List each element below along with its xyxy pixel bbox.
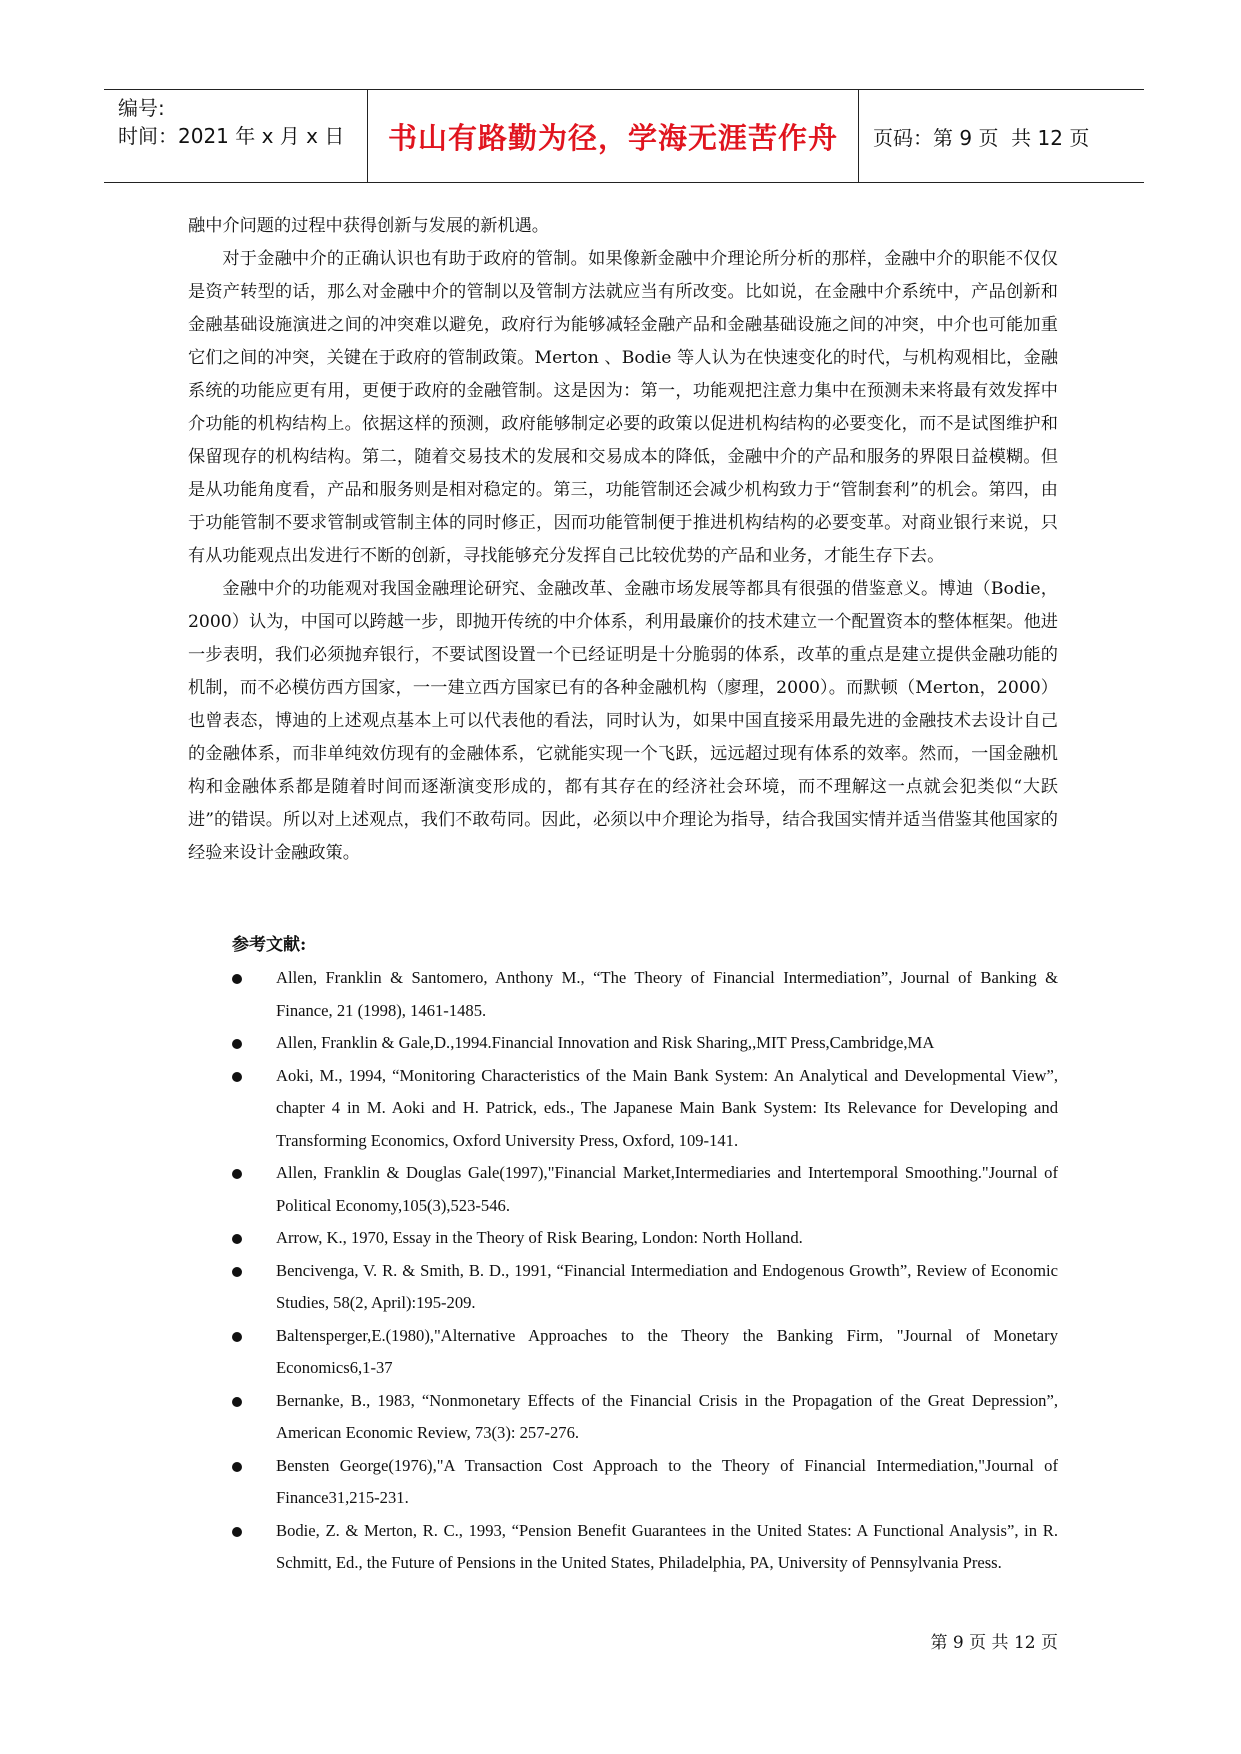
body-paragraph: 融中介问题的过程中获得创新与发展的新机遇。 xyxy=(188,216,549,236)
bullet-icon xyxy=(232,1234,242,1244)
reference-item xyxy=(232,1060,1058,1158)
header-meta xyxy=(104,90,368,182)
body-paragraph: 金融中介的功能观对我国金融理论研究、金融改革、金融市场发展等都具有很强的借鉴意义。博迪（Bodie，2000）认为，中国可以跨越一步，即抛开传统的中介体系，利用最廉价的技术建立一个配置资本的整体框架。他进一步表明，我们必须抛弃银行，不要试图设置一个已经证明是十分脆弱的体系，改革的重点是建立提供金融功能的机制，而不必模仿西方国家，一一建立西方国家已有的各种金融机构（廖理，2000）。而默顿（Merton，2000）也曾表态，博迪的上述观点基本上可以代表他的看法，同时认为，如果中国直接采用最先进的金融技术去设计自己的金融体系，而非单纯效仿现有的金融体系，它就能实现一个飞跃，远远超过现有体系的效率。然而，一国金融机构和金融体系都是随着时间而逐渐演变形成的，都有其存在的经济社会环境，而不理解这一点就会犯类似“大跃进”的错误。所以对上述观点，我们不敢苟同。因此，必须以中介理论为指导，结合我国实情并适当借鉴其他国家的经验来设计金融政策。 xyxy=(188,579,1058,863)
header-motto: 书山有路勤为径，学海无涯苦作舟 xyxy=(368,90,859,182)
bullet-icon xyxy=(232,974,242,984)
reference-text: Aoki, M., 1994, “Monitoring Characteristics of the Main Bank System: An Analytical and Developmental View”, chapter 4 in M. Aoki and H. Patrick, eds., The Japanese Main Bank System: Its Relevance for Developing and Transforming Economics, Oxford University Press, Oxford, 109-141. xyxy=(276,1065,1058,1150)
reference-text: Arrow, K., 1970, Essay in the Theory of Risk Bearing, London: North Holland. xyxy=(276,1228,803,1247)
reference-item xyxy=(232,1320,1058,1385)
reference-item xyxy=(232,1157,1058,1222)
body-paragraph: 对于金融中介的正确认识也有助于政府的管制。如果像新金融中介理论所分析的那样，金融中介的职能不仅仅是资产转型的话，那么对金融中介的管制以及管制方法就应当有所改变。比如说，在金融中介系统中，产品创新和金融基础设施演进之间的冲突难以避免，政府行为能够减轻金融产品和金融基础设施之间的冲突，中介也可能加重它们之间的冲突，关键在于政府的管制政策。Merton 、Bodie 等人认为在快速变化的时代，与机构观相比，金融系统的功能应更有用，更便于政府的金融管制。这是因为：第一，功能观把注意力集中在预测未来将最有效发挥中介功能的机构结构上。依据这样的预测，政府能够制定必要的政策以促进机构结构的必要变化，而不是试图维护和保留现存的机构结构。第二，随着交易技术的发展和交易成本的降低，金融中介的产品和服务的界限日益模糊。但是从功能角度看，产品和服务则是相对稳定的。第三，功能管制还会减少机构致力于“管制套利”的机会。第四，由于功能管制不要求管制或管制主体的同时修正，因而功能管制便于推进机构结构的必要变革。对商业银行来说，只有从功能观点出发进行不断的创新，寻找能够充分发挥自己比较优势的产品和业务，才能生存下去。 xyxy=(188,249,1058,566)
reference-text: Allen, Franklin & Gale,D.,1994.Financial Innovation and Risk Sharing,,MIT Press,Cambridge,MA xyxy=(276,1033,935,1052)
document-number-label: 编号: xyxy=(118,96,165,120)
references-list xyxy=(232,962,1058,1580)
body-text xyxy=(188,210,1058,870)
reference-item xyxy=(232,1027,1058,1060)
reference-item xyxy=(232,1222,1058,1255)
page-header xyxy=(104,89,1144,183)
bullet-icon xyxy=(232,1397,242,1407)
reference-item xyxy=(232,962,1058,1027)
reference-text: Baltensperger,E.(1980),"Alternative Approaches to the Theory the Banking Firm, "Journal of Monetary Economics6,1-37 xyxy=(276,1325,1058,1377)
reference-item xyxy=(232,1450,1058,1515)
reference-text: Bernanke, B., 1983, “Nonmonetary Effects of the Financial Crisis in the Propagation of the Great Depression”, American Economic Review, 73(3): 257-276. xyxy=(276,1390,1058,1442)
bullet-icon xyxy=(232,1169,242,1179)
reference-text: Bencivenga, V. R. & Smith, B. D., 1991, “Financial Intermediation and Endogenous Growth”, Review of Economic Studies, 58(2, April):195-209. xyxy=(276,1260,1058,1312)
bullet-icon xyxy=(232,1072,242,1082)
bullet-icon xyxy=(232,1039,242,1049)
reference-text: Bensten George(1976),"A Transaction Cost Approach to the Theory of Financial Intermediation,"Journal of Finance31,215-231. xyxy=(276,1455,1058,1507)
bullet-icon xyxy=(232,1332,242,1342)
header-page-count: 页码：第 9 页 共 12 页 xyxy=(873,125,1090,150)
bullet-icon xyxy=(232,1527,242,1537)
page-footer: 第 9 页 共 12 页 xyxy=(930,1633,1058,1653)
reference-text: Allen, Franklin & Santomero, Anthony M., “The Theory of Financial Intermediation”, Journal of Banking & Finance, 21 (1998), 1461-1485. xyxy=(276,968,1058,1020)
document-time-label: 时间：2021 年 x 月 x 日 xyxy=(118,124,345,148)
reference-text: Allen, Franklin & Douglas Gale(1997),"Financial Market,Intermediaries and Intertemporal Smoothing."Journal of Political Economy,105(3),523-546. xyxy=(276,1163,1058,1215)
reference-item xyxy=(232,1255,1058,1320)
reference-text: Bodie, Z. & Merton, R. C., 1993, “Pension Benefit Guarantees in the United States: A Functional Analysis”, in R. Schmitt, Ed., the Future of Pensions in the United States, Philadelphia, PA, University of Pennsylvania Press. xyxy=(276,1520,1058,1572)
reference-item xyxy=(232,1385,1058,1450)
bullet-icon xyxy=(232,1267,242,1277)
bullet-icon xyxy=(232,1462,242,1472)
header-page-info xyxy=(859,90,1144,182)
reference-item xyxy=(232,1515,1058,1580)
references-heading: 参考文献: xyxy=(232,935,307,955)
